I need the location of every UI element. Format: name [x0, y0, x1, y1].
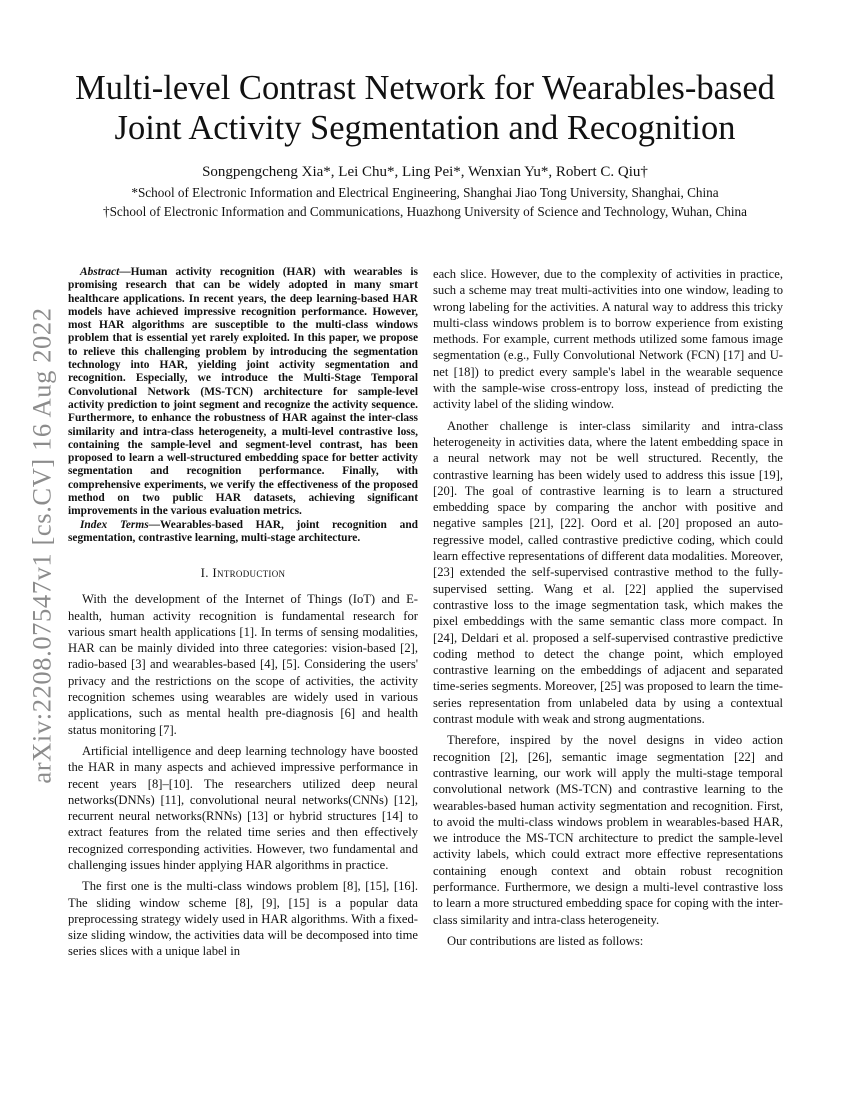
paragraph: With the development of the Internet of Things (IoT) and E-health, human activity recognition is fundamental research for various smart health applications [1]. In terms of sensing modalities, HAR can be mainly divided into three categories: vision-based [2], radio-based [3] and wearables-based [4], [5]. Considering the users' privacy and the restrictions on the scope of activities, the activity recognition schemes using wearables are widely used in various applications, such as mental health pre-diagnosis [6] and health status monitoring [7].: [68, 592, 418, 737]
index-terms-text: —Wearables-based HAR, joint recognition and segmentation, contrastive learning, multi-stage architecture.: [68, 518, 418, 544]
paper-title: [40, 68, 810, 148]
section-number: I.: [200, 565, 209, 581]
abstract: [68, 266, 418, 519]
abstract-text: —Human activity recognition (HAR) with wearables is promising research that can be widely adopted in many smart healthcare applications. In recent years, the deep learning-based HAR models have achieved impressive recognition performance. However, most HAR algorithms are susceptible to the multi-class windows problem that is essential yet rarely exploited. In this paper, we propose to relieve this challenging problem by introducing the segmentation technology into HAR, yielding joint activity segmentation and recognition. Especially, we introduce the Multi-Stage Temporal Convolutional Network (MS-TCN) architecture for sample-level activity prediction to joint segment and recognize the activity sequence. Furthermore, to enhance the robustness of HAR against the inter-class similarity and intra-class heterogeneity, a multi-level contrastive loss, containing the sample-level and segment-level contrast, has been proposed to learn a well-structured embedding space for better activity segmentation and recognition performance. Finally, with comprehensive experiments, we verify the effectiveness of the proposed method on two public HAR datasets, achieving significant improvements in the various evaluation metrics.: [68, 266, 418, 518]
paragraph: each slice. However, due to the complexity of activities in practice, such a scheme may treat multi-activities into one window, leading to wrong labeling for the activities. A natural way to address this tricky multi-class windows problem is to borrow experience from existing methods. For example, current methods utilized some famous image segmentation (e.g., Fully Convolutional Network (FCN) [17] and U-net [18]) to predict every sample's label in the wearable sequence with the sample-wise cross-entropy loss, instead of predicting the activity label of the sliding window.: [433, 267, 783, 412]
index-terms-label: Index Terms: [80, 518, 149, 531]
title-line-1: Multi-level Contrast Network for Wearables-based: [75, 69, 775, 107]
paragraph: Artificial intelligence and deep learning technology have boosted the HAR in many aspects and achieved impressive performance in recent years [8]–[10]. The researchers utilized deep neural networks(DNNs) [11], convolutional neural networks(CNNs) [12], recurrent neural networks(RNNs) [13] or hybrid structures [14] to extract features from the related time series and then effectively recognized corresponding activities. However, two fundamental and challenging issues hinder applying HAR algorithms in practice.: [68, 743, 418, 872]
paragraph: Our contributions are listed as follows:: [447, 933, 644, 948]
paragraph: Therefore, inspired by the novel designs in video action recognition [2], [26], semantic image segmentation [22] and contrastive learning, our work will apply the multi-stage temporal convolutional network (MS-TCN) and contrastive learning to the wearables-based human activity segmentation and recognition. First, to avoid the multi-class windows problem in wearables-based HAR, we introduce the MS-TCN architecture to predict the sample-level activity labels, which could extract more effective representations containing enough context and obtain robust recognition performance. Furthermore, we design a multi-level contrastive loss to learn a more structured embedding space for coping with the inter-class similarity and intra-class heterogeneity.: [433, 733, 783, 927]
arxiv-stamp-text: arXiv:2208.07547v1 [cs.CV] 16 Aug 2022: [26, 306, 57, 784]
arxiv-stamp: [22, 285, 62, 805]
paragraph: Another challenge is inter-class similarity and intra-class heterogeneity in activities data, where the latent embedding space in a neural network may not be well structured. Recently, the contrastive learning has been widely used to address this issue [19], [20]. The goal of contrastive learning is to learn a structured embedding space by comparing the anchor with positive and negative samples [21], [22]. Oord et al. [20] proposed an auto-regressive model, called contrastive predictive coding, which could learn effective representations of different data modalities. Moreover, [23] extended the self-supervised contrastive method to the fully-supervised setting. Wang et al. [22] applied the supervised contrastive loss to the image segmentation task, which makes the pixel embeddings with the same semantic class more compact. In [24], Deldari et al. proposed a self-supervised contrastive predictive coding method to detect the change point, which employed contrastive learning on the embeddings of adjacent and separated time-series segments. Moreover, [25] was proposed to learn the time-series representation from unlabeled data by using a contextual contrast module with weak and strong augmentations.: [433, 418, 783, 727]
right-column: [433, 266, 783, 954]
affiliation-2: †School of Electronic Information and Communications, Huazhong University of Science and Technology, Wuhan, China: [103, 204, 747, 219]
title-line-2: Joint Activity Segmentation and Recognition: [114, 109, 736, 147]
index-terms: [68, 519, 418, 546]
affiliation-1: *School of Electronic Information and Electrical Engineering, Shanghai Jiao Tong University, Shanghai, China: [131, 185, 719, 200]
paragraph: The first one is the multi-class windows problem [8], [15], [16]. The sliding window scheme [8], [9], [15] is a popular data preprocessing strategy widely used in HAR algorithms. With a fixed-size sliding window, the activities data will be decomposed into time series slices with a unique label in: [68, 879, 418, 959]
section-heading: [68, 565, 418, 581]
authors: Songpengcheng Xia*, Lei Chu*, Ling Pei*, Wenxian Yu*, Robert C. Qiu†: [202, 164, 648, 180]
abstract-label: Abstract: [80, 266, 120, 278]
section-title: Introduction: [212, 565, 286, 581]
left-column: [68, 266, 418, 965]
